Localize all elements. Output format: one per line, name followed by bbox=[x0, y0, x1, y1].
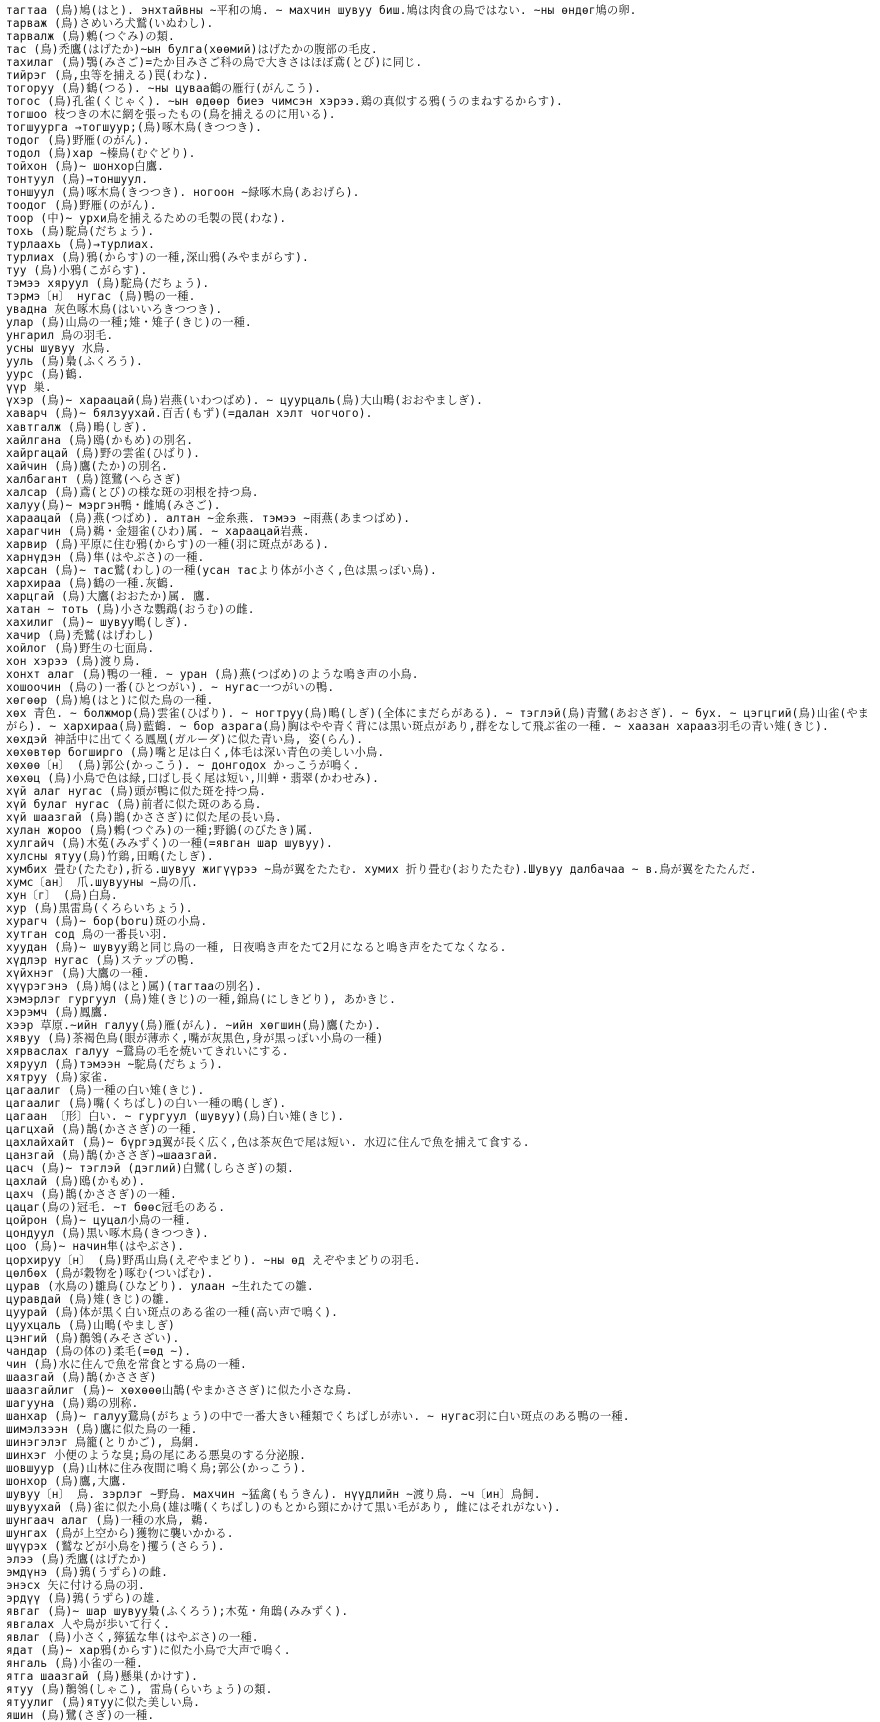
dictionary-entry: шинэгэлэг 鳥籠(とりかご), 鳥網. bbox=[6, 1435, 200, 1449]
dictionary-entry: тонтуул (鳥)→тоншуул. bbox=[6, 173, 149, 187]
dictionary-entry: халсар (鳥)鳶(とび)の様な斑の羽根を持つ鳥. bbox=[6, 485, 259, 499]
dictionary-entry: ятуулиг (鳥)ятууに似た美しい鳥. bbox=[6, 1696, 200, 1710]
dictionary-entry: хүдлэр нугас (鳥)ステップの鴨. bbox=[6, 954, 196, 968]
dictionary-entry: хошоочин (鳥の)一番(ひとつがい). ~ нугас一つがいの鴨. bbox=[6, 680, 335, 694]
dictionary-entry: эрдүү (鳥)鶉(うずら)の雄. bbox=[6, 1591, 162, 1605]
dictionary-entry: тоодог (鳥)野雁(のがん). bbox=[6, 199, 157, 213]
dictionary-entry: хур (鳥)黒雷鳥(くろらいちょう). bbox=[6, 902, 193, 916]
dictionary-entry: хүйхнэг (鳥)大鷹の一種. bbox=[6, 967, 150, 981]
dictionary-entry: хонхт алаг (鳥)鴨の一種. ~ уран (鳥)燕(つばめ)のような鳴き声の小鳥. bbox=[6, 667, 419, 681]
dictionary-entry: унгарил 鳥の羽毛. bbox=[6, 329, 114, 343]
dictionary-entry: тэрмэ〔н〕 нугас (鳥)鴨の一種. bbox=[6, 290, 196, 304]
dictionary-entry: цуравдай (鳥)雉(きじ)の雛. bbox=[6, 1292, 171, 1306]
dictionary-entry: тогшуурга →тогшуур;(鳥)啄木鳥(きつつき). bbox=[6, 121, 262, 135]
dictionary-entry: тийрэг (鳥,虫等を捕える)罠(わな). bbox=[6, 69, 209, 83]
dictionary-entry: турлаахь (鳥)→турлиах. bbox=[6, 238, 156, 252]
dictionary-entry: шимэлзээн (鳥)鷹に似た鳥の一種. bbox=[6, 1422, 198, 1436]
dictionary-entry: хахилиг (鳥)~ шувуу鴫(しぎ). bbox=[6, 615, 190, 629]
dictionary-entry: чандар (鳥の体の)柔毛(=өд ~). bbox=[6, 1344, 192, 1358]
dictionary-entry: цурав (水鳥の)雛鳥(ひなどり). улаан ~生れたての雛. bbox=[6, 1279, 314, 1293]
dictionary-entry: увадна 灰色啄木鳥(はいいろきつつき). bbox=[6, 303, 223, 317]
dictionary-entry: цахч (鳥)鵲(かささぎ)の一種. bbox=[6, 1188, 177, 1202]
dictionary-entry: харцгай (鳥)大鷹(おおたか)属. 鷹. bbox=[6, 589, 212, 603]
dictionary-entry: хөгөөр (鳥)鳩(はと)に似た鳥の一種. bbox=[6, 693, 214, 707]
dictionary-entry: халбагант (鳥)箆鷺(へらさぎ) bbox=[6, 472, 182, 486]
dictionary-entry: хулан жороо (鳥)鶫(つぐみ)の一種;野鶲(のびたき)属. bbox=[6, 823, 314, 837]
dictionary-entry: шунгаач алаг (鳥)一種の水鳥, 鵜. bbox=[6, 1513, 210, 1527]
dictionary-entry: хярваслах галуу ~鵞鳥の毛を焼いてきれいにする. bbox=[6, 1045, 289, 1059]
dictionary-entry: хүүрэгэнэ (鳥)鳩(はと)属)(тагтааの別名). bbox=[6, 980, 262, 994]
dictionary-entry: хэмэрлэг гургуул (鳥)雉(きじ)の一種,錦鳥(にしきどり), あかきじ. bbox=[6, 993, 396, 1007]
dictionary-entry: чин (鳥)水に住んで魚を常食とする鳥の一種. bbox=[6, 1357, 247, 1371]
dictionary-entry: хэрэмч (鳥)鳳鷹. bbox=[6, 1006, 109, 1020]
dictionary-entry: усны шувуу 水鳥. bbox=[6, 342, 112, 356]
dictionary-entry: хүй алаг нугас (鳥)頭が鴨に似た斑を持つ鳥. bbox=[6, 784, 266, 798]
dictionary-entry: цанзгай (鳥)鵲(かささぎ)→шаазгай. bbox=[6, 1149, 219, 1163]
dictionary-entry: хөхөө〔н〕 (鳥)郭公(かっこう). ~ донгодох かっこうが鳴く. bbox=[6, 758, 360, 772]
dictionary-entry: уурс (鳥)鶴. bbox=[6, 368, 84, 382]
dictionary-entry: хявуу (鳥)茶褐色鳥(眼が薄赤く,嘴が灰黒色,身が黒っぽい小鳥の一種) bbox=[6, 1032, 384, 1046]
dictionary-entry: тарвалж (鳥)鶫(つぐみ)の類. bbox=[6, 30, 175, 44]
dictionary-entry: цондуул (鳥)黒い啄木鳥(きつつき). bbox=[6, 1227, 209, 1241]
dictionary-entry: турлиах (鳥)鴉(からす)の一種,深山鴉(みやまがらす). bbox=[6, 251, 309, 265]
dictionary-entry: хээр 草原.~ийн галуу(鳥)雁(がん). ~ийн хөгшин(鳥)鷹(たか). bbox=[6, 1019, 382, 1033]
dictionary-entry: эмдүнэ (鳥)鶉(うずら)の雌. bbox=[6, 1565, 168, 1579]
dictionary-entry: ядат (鳥)~ хар鴉(からす)に似た小鳥で大声で鳴く. bbox=[6, 1643, 291, 1657]
dictionary-entry: цасч (鳥)~ тэглэй (дэглий)白鷺(しらさぎ)の類. bbox=[6, 1162, 294, 1176]
dictionary-entry: цагаан 〔形〕白い. ~ гургуул (шувуу)(鳥)白い雉(きじ). bbox=[6, 1110, 345, 1124]
dictionary-entry: хон хэрээ (鳥)渡り鳥. bbox=[6, 654, 141, 668]
dictionary-entry: хяруул (鳥)тэмээн ~駝鳥(だちょう). bbox=[6, 1058, 224, 1072]
dictionary-entry: явлаг (鳥)小さく,獰猛な隼(はやぶさ)の一種. bbox=[6, 1630, 259, 1644]
dictionary-entry: цөлбөх (鳥が穀物を)啄む(ついばむ). bbox=[6, 1266, 214, 1280]
dictionary-entry: ууль (鳥)梟(ふくろう). bbox=[6, 355, 143, 369]
dictionary-entry: элээ (鳥)禿鷹(はげたか) bbox=[6, 1552, 148, 1566]
dictionary-entry: янгаль (鳥)小雀の一種. bbox=[6, 1656, 143, 1670]
dictionary-entry: цагаалиг (鳥)一種の白い雉(きじ). bbox=[6, 1084, 205, 1098]
dictionary-entry: хөх 青色. ~ болжмор(鳥)雲雀(ひばり). ~ ногтруу(鳥)鴫(しぎ)(全体にまだらがある). ~ тэглэй(鳥)青鷺(あおさぎ). ~ бух. ~ цэгцгий(鳥)山雀(やまがら). ~ хархираа(鳥)藍鶴. ~ бор азрага(鳥)胸はやや青く背には黒い斑点があり,群をなして飛ぶ雀の一種. ~ хаазан харааз羽毛の青い雉(きじ). bbox=[6, 706, 870, 733]
dictionary-entry: цахлай (鳥)鴎(かもめ). bbox=[6, 1175, 146, 1189]
dictionary-entry: цахлайхайт (鳥)~ бүргэд翼が長く広く,色は茶灰色で尾は短い. 水辺に住んで魚を捕えて食する. bbox=[6, 1136, 530, 1150]
dictionary-entry: шувуухай (鳥)雀に似た小鳥(雄は嘴(くちばし)のもとから頸にかけて黒い毛があり, 雌にはそれがない). bbox=[6, 1500, 561, 1514]
dictionary-entry: тогшоо 枝つきの木に網を張ったもの(鳥を捕えるのに用いる). bbox=[6, 108, 336, 122]
dictionary-entry: хөхөц (鳥)小鳥で色は緑,口ばし長く尾は短い,川蝉・翡翠(かわせみ). bbox=[6, 771, 379, 785]
dictionary-entry: шүүрэх (鷲などが小鳥を)攫う(さらう). bbox=[6, 1539, 225, 1553]
dictionary-entry: туу (鳥)小鴉(こがらす). bbox=[6, 264, 148, 278]
dictionary-entry: ятга шаазгай (鳥)懸巣(かけす). bbox=[6, 1670, 198, 1683]
dictionary-entry: хун〔г〕 (鳥)白鳥. bbox=[6, 889, 118, 903]
dictionary-entry: шонхор (鳥)鷹,大鷹. bbox=[6, 1474, 128, 1488]
dictionary-entry: тогос (鳥)孔雀(くじゃく). ~ын өдөөр биеэ чимсэн хэрээ.鶏の真似する鴉(うのまねするからす). bbox=[6, 95, 563, 109]
dictionary-entry: шанхар (鳥)~ галуу鵞鳥(がちょう)の中で一番大きい種類でくちばしが赤い. ~ нугас羽に白い斑点のある鴨の一種. bbox=[6, 1409, 630, 1423]
dictionary-entry: тодог (鳥)野雁(のがん). bbox=[6, 134, 150, 148]
dictionary-entry: цойрон (鳥)~ цуцал小鳥の一種. bbox=[6, 1214, 192, 1228]
dictionary-entry: үхэр (鳥)~ хараацай(鳥)岩燕(いわつばめ). ~ цуурцаль(鳥)大山鴫(おおやましぎ). bbox=[6, 394, 484, 408]
dictionary-entry: хайргацай (鳥)野の雲雀(ひばり). bbox=[6, 446, 200, 460]
dictionary-entry: хулгайч (鳥)木菟(みみずく)の一種(=явган шар шувуу). bbox=[6, 837, 333, 850]
dictionary-entry: хатан ~ тоть (鳥)小さな鸚鵡(おうむ)の雌. bbox=[6, 602, 255, 616]
dictionary-entry: тоор (中)~ урхи鳥を捕えるための毛製の罠(わな). bbox=[6, 212, 287, 226]
dictionary-entry: шовшуур (鳥)山林に住み夜間に鳴く鳥;郭公(かっこう). bbox=[6, 1461, 307, 1475]
dictionary-entry: цэнгий (鳥)鶺鴒(みそさざい). bbox=[6, 1331, 180, 1345]
dictionary-entry: хөхөвтөр богширго (鳥)嘴と足は白く,体毛は深い青色の美しい小鳥. bbox=[6, 745, 385, 759]
dictionary-entry: шувуу〔н〕 鳥. зэрлэг ~野鳥. махчин ~猛禽(もうきん). нүүдлийн ~渡り鳥. ~ч〔ин〕鳥飼. bbox=[6, 1487, 541, 1501]
dictionary-entry: хөхдэй 神話中に出てくる鳳凰(ガルーダ)に似た青い鳥, 姿(らん). bbox=[6, 732, 364, 746]
dictionary-entry: хумс〔ан〕 爪.шувууны ~鳥の爪. bbox=[6, 876, 198, 890]
dictionary-entry: хуудан (鳥)~ шувуу鶏と同じ鳥の一種, 日夜鳴き声をたて2月になると鳴き声をたてなくなる. bbox=[6, 941, 507, 955]
dictionary-entry: ятуу (鳥)鶺鴒(しゃこ), 雷鳥(らいちょう)の類. bbox=[6, 1683, 273, 1697]
dictionary-entry: энэсх 矢に付ける鳥の羽. bbox=[6, 1578, 145, 1592]
dictionary-entry: харвир (鳥)平原に住む鴉(からす)の一種(羽に斑点がある). bbox=[6, 537, 330, 551]
dictionary-entry: хойлог (鳥)野生の七面鳥. bbox=[6, 641, 155, 655]
dictionary-entry: улар (鳥)山鳥の一種;雉・雉子(きじ)の一種. bbox=[6, 316, 252, 330]
dictionary-entry: тогоруу (鳥)鶴(つる). ~ны цуваа鶴の雁行(がんこう). bbox=[6, 82, 322, 96]
dictionary-entry: хайлгана (鳥)鴎(かもめ)の別名. bbox=[6, 433, 194, 447]
dictionary-entry: шунгах (鳥が上空から)獲物に襲いかかる. bbox=[6, 1526, 234, 1540]
dictionary-entry: цуухцаль (鳥)山鴫(やましぎ) bbox=[6, 1318, 175, 1332]
dictionary-entry: тахилаг (鳥)鶚(みさご)=たか目みさご科の鳥で大きさはほぼ鳶(とび)に同じ. bbox=[6, 56, 423, 70]
dictionary-entry: шагууна (鳥)鶏の別称. bbox=[6, 1396, 139, 1410]
dictionary-entry: тойхон (鳥)~ шонхор白鷹. bbox=[6, 160, 164, 174]
dictionary-entry: тоншуул (鳥)啄木鳥(きつつき). ногоон ~緑啄木鳥(あおげら). bbox=[6, 186, 360, 200]
dictionary-entry: халуу(鳥)~ мэргэн鴨・雌鳩(みさご). bbox=[6, 498, 221, 512]
dictionary-entry: цоо (鳥)~ начин隼(はやぶさ). bbox=[6, 1240, 185, 1254]
dictionary-entry: хүй шаазгай (鳥)鵲(かささぎ)に似た尾の長い鳥. bbox=[6, 810, 282, 824]
dictionary-entry: цагаалиг (鳥)嘴(くちばし)の白い一種の鴫(しぎ). bbox=[6, 1097, 287, 1111]
dictionary-entry: харагчин (鳥)鵜・金翅雀(ひわ)属. ~ хараацай岩燕. bbox=[6, 524, 310, 538]
dictionary-entry: явгаг (鳥)~ шар шувуу梟(ふくろう);木菟・角鴟(みみずく). bbox=[6, 1604, 349, 1618]
dictionary-entry: харнүдэн (鳥)隼(はやぶさ)の一種. bbox=[6, 550, 205, 564]
dictionary-entry: тохь (鳥)駝鳥(だちょう). bbox=[6, 225, 155, 239]
dictionary-entry: хавтгалж (鳥)鴫(しぎ). bbox=[6, 420, 148, 434]
dictionary-entry: хурагч (鳥)~ бор(boru)斑の小鳥. bbox=[6, 915, 208, 929]
dictionary-entry: хумбих 畳む(たたむ),折る.шувуу жигүүрээ ~鳥が翼をたたむ. хумих 折り畳む(おりたたむ).Шувуу далбачаа ~ в.鳥が翼をたたんだ. bbox=[6, 863, 757, 877]
dictionary-entry: тарваж (鳥)さめいろ犬鷲(いぬわし). bbox=[6, 17, 214, 31]
dictionary-entry: хулсны ятуу(鳥)竹鶏,田鴫(たしぎ). bbox=[6, 850, 214, 864]
dictionary-entry: хүй булаг нугас (鳥)前者に似た斑のある鳥. bbox=[6, 797, 262, 811]
dictionary-entry: хархираа (鳥)鶴の一種.灰鶴. bbox=[6, 576, 175, 590]
dictionary-entry: хараацай (鳥)燕(つばめ). алтан ~金糸燕. тэмээ ~雨燕(あまつばめ). bbox=[6, 511, 411, 525]
dictionary-entry: шаазгайлиг (鳥)~ хөхөөө山鵲(やまかささぎ)に似た小さな鳥. bbox=[6, 1383, 353, 1397]
dictionary-entry: яшин (鳥)鷺(さぎ)の一種. bbox=[6, 1709, 155, 1722]
dictionary-entry: хутган сод 鳥の一番長い羽. bbox=[6, 928, 168, 942]
dictionary-entry: тагтаа (鳥)鳩(はと). энхтайвны ~平和の鳩. ~ махчин шувуу биш.鳩は肉食の鳥ではない. ~ны өндөг鳩の卵. bbox=[6, 4, 637, 17]
dictionary-entry: шаазгай (鳥)鵲(かささぎ) bbox=[6, 1370, 157, 1384]
dictionary-entry: тас (鳥)禿鷹(はげたか)~ын булга(хөөмий)はげたかの腹部の毛皮. bbox=[6, 43, 378, 57]
dictionary-entry: хятруу (鳥)家雀. bbox=[6, 1071, 109, 1085]
dictionary-entry: явгалах 人や鳥が歩いて行く. bbox=[6, 1617, 171, 1631]
dictionary-entry: цагцхай (鳥)鵲(かささぎ)の一種. bbox=[6, 1123, 198, 1137]
dictionary-entry: хайчин (鳥)鷹(たか)の別名. bbox=[6, 459, 168, 473]
dictionary-entry: тэмээ хяруул (鳥)駝鳥(だちょう). bbox=[6, 277, 210, 291]
dictionary-entry: хаварч (鳥)~ бялзуухай.百舌(もず)(=далан хэлт чогчого). bbox=[6, 407, 373, 421]
dictionary-entry: хачир (鳥)禿鷲(はげわし) bbox=[6, 628, 155, 642]
dictionary-entry: тодол (鳥)хар ~榛鳥(むぐどり). bbox=[6, 147, 196, 161]
dictionary-entry: цорхируу〔н〕 (鳥)野禹山鳥(えぞやまどり). ~ны өд えぞやまどりの羽毛. bbox=[6, 1253, 421, 1267]
dictionary-entry: цуурай (鳥)体が黒く白い斑点のある雀の一種(高い声で鳴く). bbox=[6, 1305, 339, 1319]
dictionary-entry: цацаг(鳥の)冠毛. ~т бөөс冠毛のある. bbox=[6, 1201, 226, 1215]
dictionary-entry: үүр 巣. bbox=[6, 381, 52, 395]
dictionary-entry: харсан (鳥)~ тас鷲(わし)の一種(усан тасより体が小さく,色は黒っぽい鳥). bbox=[6, 563, 437, 577]
dictionary-entry: шинхэг 小便のような臭;鳥の尾にある悪臭のする分泌腺. bbox=[6, 1448, 307, 1462]
